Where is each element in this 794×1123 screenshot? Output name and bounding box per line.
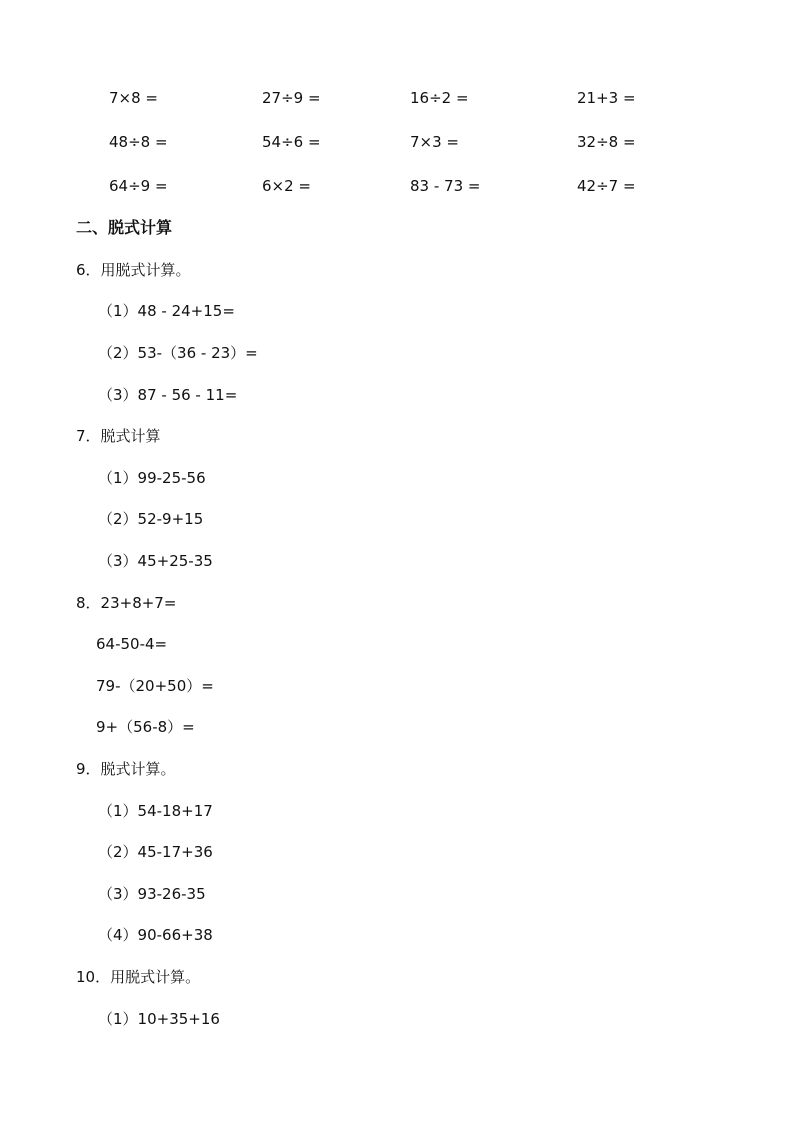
section-title: 二、脱式计算: [76, 218, 173, 237]
oral-item: 42÷7 =: [577, 177, 636, 195]
question-9-item-3: （3）93-26-35: [98, 885, 206, 903]
question-7-item-1: （1）99-25-56: [98, 469, 206, 487]
oral-item: 27÷9 =: [262, 89, 321, 107]
oral-item: 48÷8 =: [109, 133, 168, 151]
question-7-item-3: （3）45+25-35: [98, 552, 213, 570]
oral-item: 21+3 =: [577, 89, 636, 107]
question-6-title: 6．用脱式计算。: [76, 261, 191, 279]
question-10-title: 10．用脱式计算。: [76, 968, 201, 986]
oral-item: 64÷9 =: [109, 177, 168, 195]
question-7-title: 7．脱式计算: [76, 427, 161, 445]
question-6-item-3: （3）87 - 56 - 11=: [98, 386, 238, 404]
oral-item: 32÷8 =: [577, 133, 636, 151]
question-6-item-2: （2）53-（36 - 23）=: [98, 344, 258, 362]
question-8-title: 8．23+8+7=: [76, 594, 177, 612]
question-9-item-1: （1）54-18+17: [98, 802, 213, 820]
question-7-item-2: （2）52-9+15: [98, 510, 204, 528]
oral-item: 54÷6 =: [262, 133, 321, 151]
question-6-item-1: （1）48 - 24+15=: [98, 302, 235, 320]
question-8-item-1: 64-50-4=: [96, 635, 168, 653]
question-9-item-2: （2）45-17+36: [98, 843, 213, 861]
oral-item: 7×8 =: [109, 89, 158, 107]
oral-item: 16÷2 =: [410, 89, 469, 107]
oral-item: 6×2 =: [262, 177, 311, 195]
question-8-item-3: 9+（56-8）=: [96, 718, 195, 736]
question-9-item-4: （4）90-66+38: [98, 926, 213, 944]
oral-row-1: [0, 87, 794, 109]
oral-row-3: [0, 175, 794, 197]
oral-item: 83 - 73 =: [410, 177, 481, 195]
oral-item: 7×3 =: [410, 133, 459, 151]
question-10-item-1: （1）10+35+16: [98, 1010, 220, 1028]
oral-row-2: [0, 131, 794, 153]
question-8-item-2: 79-（20+50）=: [96, 677, 214, 695]
question-9-title: 9．脱式计算。: [76, 760, 176, 778]
